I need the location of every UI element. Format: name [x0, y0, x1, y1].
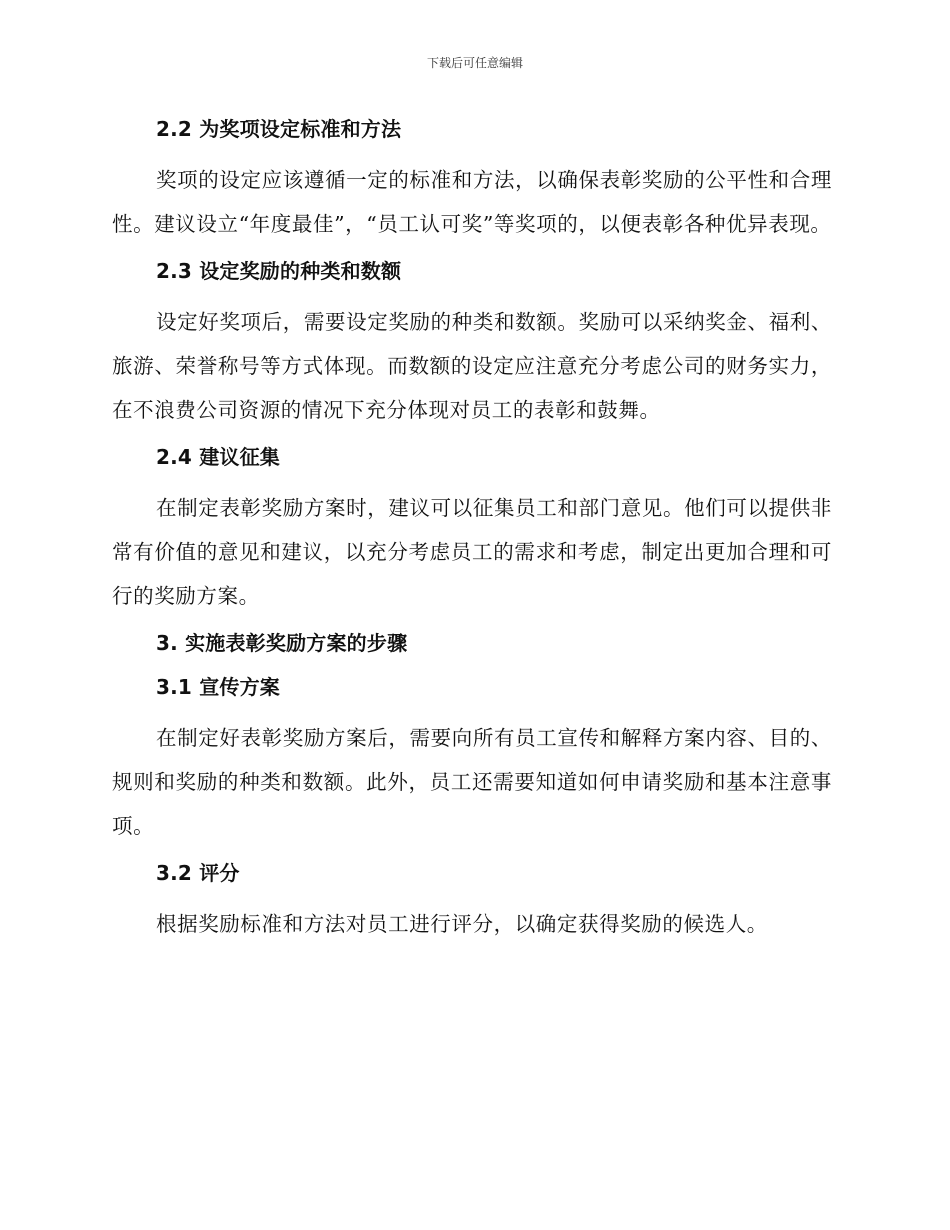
- section-heading-3: 3. 实施表彰奖励方案的步骤: [156, 631, 408, 655]
- section-heading-3-2: 3.2 评分: [156, 861, 240, 885]
- section-paragraph-2-4: 在制定表彰奖励方案时，建议可以征集员工和部门意见。他们可以提供非常有价值的意见和建议，以充分考虑员工的需求和考虑，制定出更加合理和可行的奖励方案。: [112, 496, 832, 608]
- section-heading-2-4: 2.4 建议征集: [156, 445, 280, 469]
- section-paragraph-3-1: 在制定好表彰奖励方案后，需要向所有员工宣传和解释方案内容、目的、规则和奖励的种类和数额。此外，员工还需要知道如何申请奖励和基本注意事项。: [112, 726, 832, 838]
- section-paragraph-2-2: 奖项的设定应该遵循一定的标准和方法，以确保表彰奖励的公平性和合理性。建议设立“年度最佳”，“员工认可奖”等奖项的，以便表彰各种优异表现。: [112, 168, 832, 236]
- document-body: [112, 108, 832, 956]
- section-heading-2-2: 2.2 为奖项设定标准和方法: [156, 117, 402, 141]
- section-paragraph-3-2: 根据奖励标准和方法对员工进行评分，以确定获得奖励的候选人。: [156, 912, 768, 936]
- section-paragraph-2-3: 设定好奖项后，需要设定奖励的种类和数额。奖励可以采纳奖金、福利、旅游、荣誉称号等方式体现。而数额的设定应注意充分考虑公司的财务实力，在不浪费公司资源的情况下充分体现对员工的表彰和鼓舞。: [112, 310, 832, 422]
- page-header-note: 下载后可任意编辑: [426, 56, 523, 70]
- section-heading-2-3: 2.3 设定奖励的种类和数额: [156, 259, 402, 283]
- section-heading-3-1: 3.1 宣传方案: [156, 675, 280, 699]
